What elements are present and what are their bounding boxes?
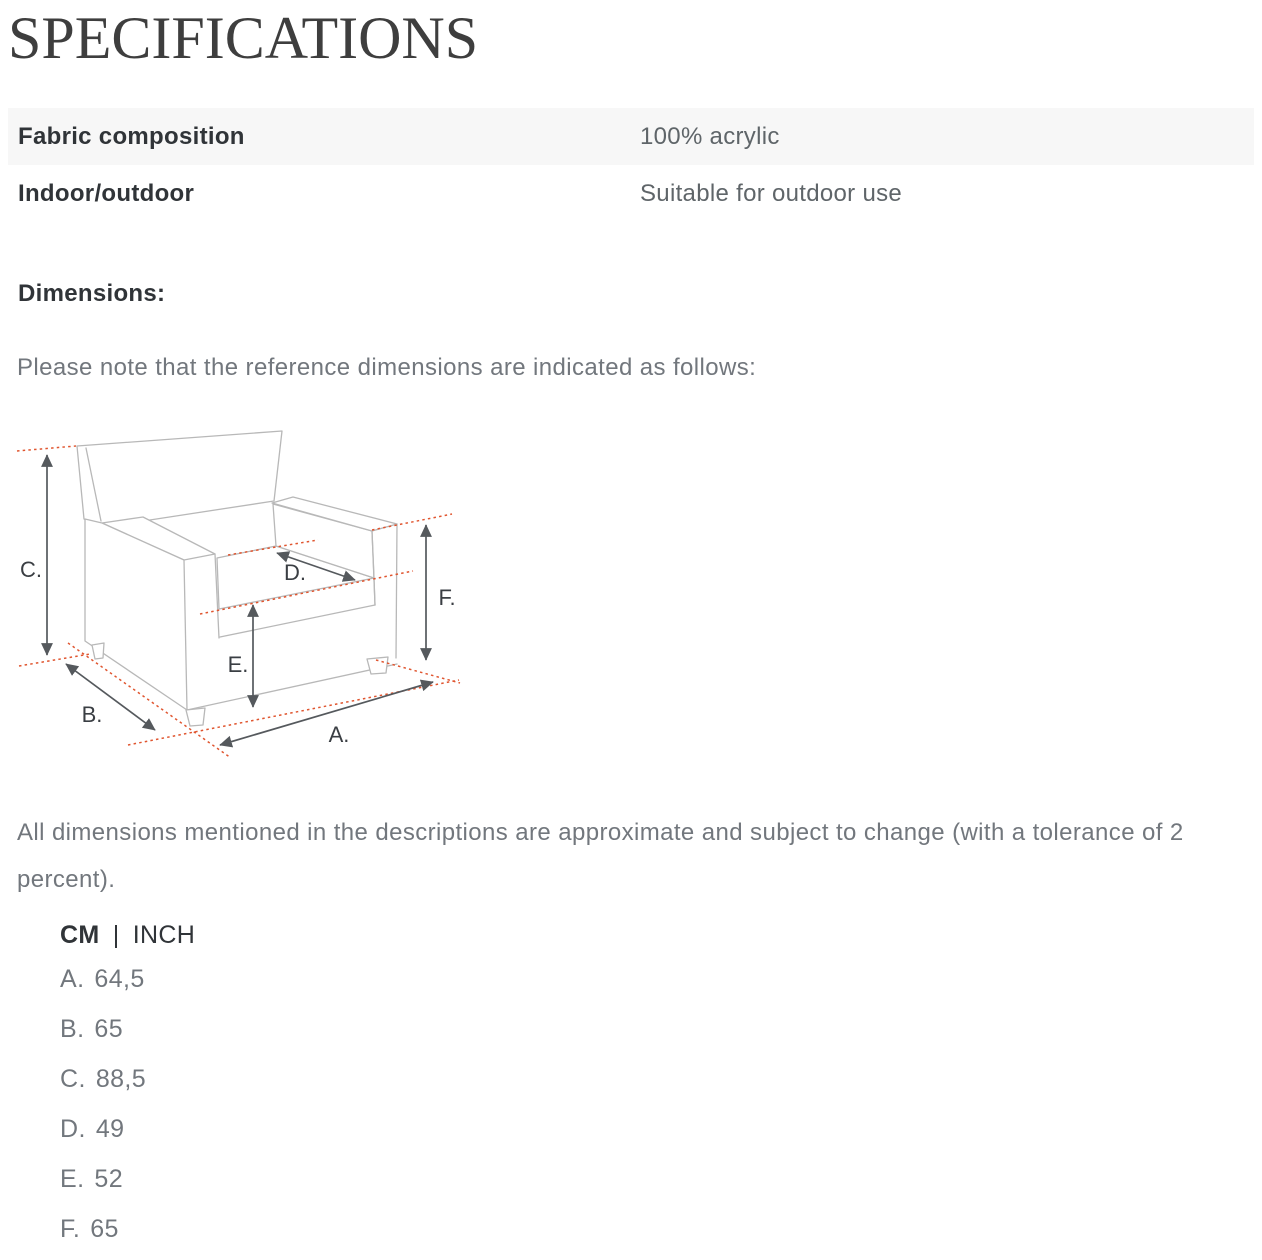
table-row (8, 108, 1254, 165)
dimension-key: E. (60, 1165, 85, 1193)
dimension-value: 52 (94, 1165, 124, 1193)
chair-foot (367, 657, 388, 674)
dimension-key: D. (60, 1115, 86, 1143)
spec-table (8, 108, 1254, 222)
dimension-value: 88,5 (95, 1065, 147, 1093)
dimensions-heading: Dimensions: (18, 280, 166, 307)
dimension-arrow-a (220, 682, 433, 745)
chair-foot (186, 708, 205, 726)
dimension-value: 65 (94, 1015, 124, 1043)
units-separator: | (112, 921, 120, 949)
spec-value: 100% acrylic (640, 122, 780, 150)
chair-foot (92, 643, 104, 659)
list-item (60, 1104, 1262, 1154)
dimension-value: 64,5 (94, 965, 145, 993)
table-row (8, 165, 1254, 222)
dimension-values-list (60, 954, 1262, 1254)
diagram-label-b: B. (81, 702, 103, 727)
dimension-value: 49 (95, 1115, 125, 1143)
tolerance-note: All dimensions mentioned in the descriptions are approximate and subject to change (with a tolerance of 2 percent). (17, 819, 1184, 893)
dimension-key: F. (60, 1215, 81, 1243)
list-item (60, 1004, 1262, 1054)
units-cm-label: CM (60, 921, 100, 949)
page-title: SPECIFICATIONS (8, 5, 479, 71)
diagram-label-d: D. (284, 560, 306, 585)
list-item (60, 1054, 1262, 1104)
list-item (60, 1204, 1262, 1254)
spec-label: Indoor/outdoor (18, 179, 195, 207)
dimension-value: 65 (90, 1215, 119, 1243)
list-item (60, 954, 1262, 1004)
dimension-key: B. (60, 1015, 85, 1043)
units-header (60, 920, 1262, 950)
dimensions-intro-text: Please note that the reference dimensions are indicated as follows: (17, 354, 757, 381)
spec-label: Fabric composition (18, 122, 245, 150)
diagram-label-a: A. (328, 722, 350, 747)
chair-backrest (77, 431, 282, 527)
diagram-label-e: E. (227, 652, 249, 677)
diagram-label-c: C. (20, 557, 42, 582)
diagram-label-f: F. (438, 585, 456, 610)
units-inch-label: INCH (132, 921, 196, 949)
dimension-key: C. (60, 1065, 86, 1093)
dimension-key: A. (60, 965, 85, 993)
list-item (60, 1154, 1262, 1204)
spec-value: Suitable for outdoor use (640, 179, 903, 207)
armchair-dimension-diagram (0, 417, 480, 777)
